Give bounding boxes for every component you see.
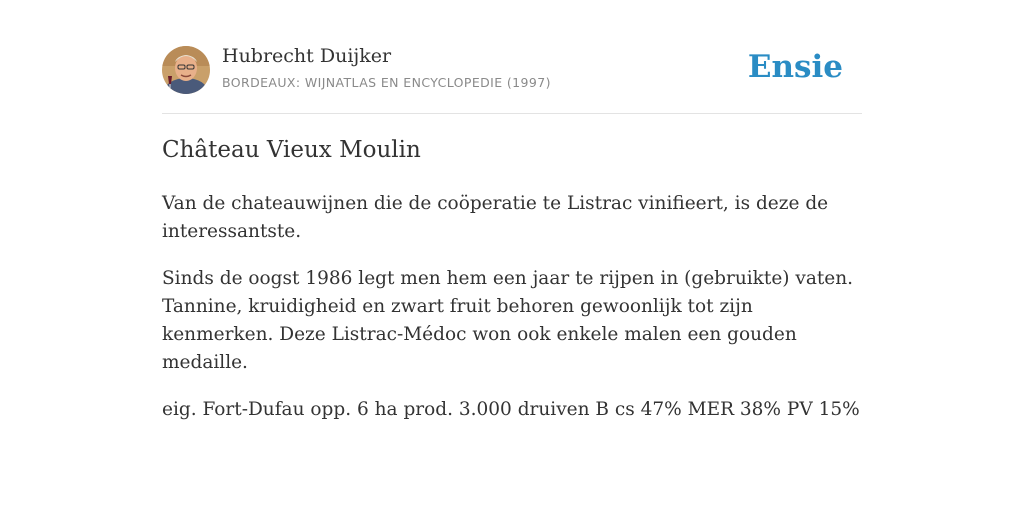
entry-header xyxy=(162,0,862,114)
entry-title: Château Vieux Moulin xyxy=(162,137,421,163)
entry-card xyxy=(162,0,862,420)
brand-logo[interactable]: Ensie xyxy=(747,49,843,85)
wine-specs: eig. Fort-Dufau opp. 6 ha prod. 3.000 druiven B cs 47% MER 38% PV 15% xyxy=(162,399,860,420)
author-source[interactable]: BORDEAUX: WIJNATLAS EN ENCYCLOPEDIE (1997) xyxy=(222,75,551,90)
entry-body xyxy=(162,190,862,443)
author-name[interactable]: Hubrecht Duijker xyxy=(222,45,392,67)
body-paragraph: Van de chateauwijnen die de coöperatie te Listrac vinifieert, is deze de interessantste. xyxy=(162,193,829,242)
body-paragraph: Sinds de oogst 1986 legt men hem een jaar te rijpen in (gebruikte) vaten. Tannine, kruidigheid en zwart fruit behoren gewoonlijk tot zijn kenmerken. Deze Listrac-Médoc won ook enkele malen een gouden medaille. xyxy=(162,268,854,373)
author-portrait-icon xyxy=(162,46,210,94)
author-avatar[interactable] xyxy=(162,46,210,94)
